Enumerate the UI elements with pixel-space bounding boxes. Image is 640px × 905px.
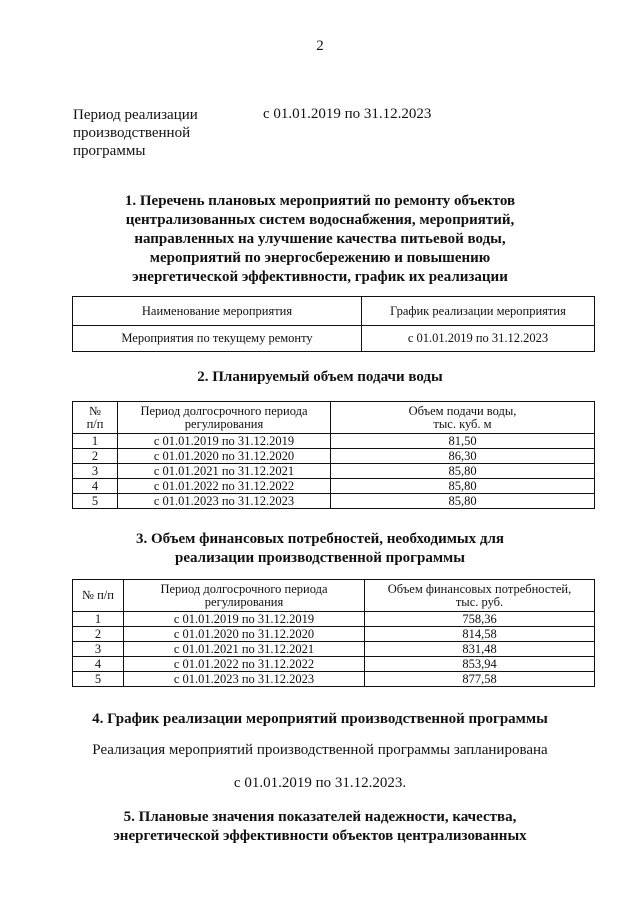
table-header-cell xyxy=(365,580,595,612)
table-cell: 2 xyxy=(73,449,118,464)
section5-title-line: энергетической эффективности объектов централизованных xyxy=(113,828,527,844)
period-value: с 01.01.2019 по 31.12.2023 xyxy=(263,106,432,122)
table-cell: 86,30 xyxy=(331,449,595,464)
table-cell: 85,80 xyxy=(331,479,595,494)
section3-title-line: реализации производственной программы xyxy=(175,550,465,566)
table-cell: 81,50 xyxy=(331,434,595,449)
water-supply-table xyxy=(72,401,595,509)
table-cell: 877,58 xyxy=(365,672,595,687)
table-cell: 4 xyxy=(73,479,118,494)
table-header-row xyxy=(73,580,595,612)
header-line: Период долгосрочного периода xyxy=(140,403,308,418)
table-cell: 758,36 xyxy=(365,612,595,627)
table-cell: с 01.01.2020 по 31.12.2020 xyxy=(118,449,331,464)
table-cell: 853,94 xyxy=(365,657,595,672)
table-cell: 2 xyxy=(73,627,124,642)
header-line: Объем подачи воды, xyxy=(408,403,517,418)
section4-text-line: с 01.01.2019 по 31.12.2023. xyxy=(233,775,407,791)
period-label-line: Период реализации xyxy=(73,107,198,123)
table-cell: с 01.01.2022 по 31.12.2022 xyxy=(124,657,365,672)
table-header-cell xyxy=(331,402,595,434)
table-header-cell xyxy=(124,580,365,612)
table-row xyxy=(73,464,595,479)
section4-text-line: Реализация мероприятий производственной программы запланирована xyxy=(92,742,548,758)
section4-title: 4. График реализации мероприятий производственной программы xyxy=(92,711,548,727)
table-cell: 4 xyxy=(73,657,124,672)
header-line: № п/п xyxy=(82,588,114,602)
section5-title-line: 5. Плановые значения показателей надежности, качества, xyxy=(123,809,517,825)
table-row xyxy=(73,642,595,657)
table-row xyxy=(73,672,595,687)
table-cell: с 01.01.2023 по 31.12.2023 xyxy=(124,672,365,687)
table-cell: 1 xyxy=(73,434,118,449)
table-header-row xyxy=(73,402,595,434)
table-header-cell xyxy=(73,402,118,434)
table-header-cell xyxy=(118,402,331,434)
table-cell: 3 xyxy=(73,642,124,657)
table-cell: 1 xyxy=(73,612,124,627)
period-label-line: программы xyxy=(73,143,146,159)
period-label xyxy=(73,106,243,160)
table-cell: 814,58 xyxy=(365,627,595,642)
section3-title-line: 3. Объем финансовых потребностей, необходимых для xyxy=(135,531,505,547)
header-line: регулирования xyxy=(184,416,264,431)
section1-title-line: централизованных систем водоснабжения, мероприятий, xyxy=(125,212,515,228)
table-cell: с 01.01.2020 по 31.12.2020 xyxy=(124,627,365,642)
period-label-line: производственной xyxy=(73,125,191,141)
table-row xyxy=(73,449,595,464)
page-number: 2 xyxy=(316,38,324,54)
table-header-cell: Наименование мероприятия xyxy=(73,297,362,326)
section3-title xyxy=(0,530,640,568)
table-cell: с 01.01.2023 по 31.12.2023 xyxy=(118,494,331,509)
header-line: Объем финансовых потребностей, xyxy=(387,581,572,596)
table-cell: с 01.01.2019 по 31.12.2023 xyxy=(362,326,595,352)
header-line: регулирования xyxy=(204,594,284,609)
table-cell: Мероприятия по текущему ремонту xyxy=(73,326,362,352)
section1-title-line: 1. Перечень плановых мероприятий по ремонту объектов xyxy=(124,193,516,209)
financial-needs-table xyxy=(72,579,595,687)
table-cell: 5 xyxy=(73,494,118,509)
table-row xyxy=(73,479,595,494)
table-row xyxy=(73,434,595,449)
table-cell: с 01.01.2019 по 31.12.2019 xyxy=(118,434,331,449)
header-line: № xyxy=(89,403,101,418)
table-header-row xyxy=(73,297,595,326)
table-row xyxy=(73,627,595,642)
table-cell: с 01.01.2019 по 31.12.2019 xyxy=(124,612,365,627)
section2-title: 2. Планируемый объем подачи воды xyxy=(197,369,443,385)
table-cell: 3 xyxy=(73,464,118,479)
table-row xyxy=(73,326,595,352)
table-cell: с 01.01.2021 по 31.12.2021 xyxy=(124,642,365,657)
table-header-cell: График реализации мероприятия xyxy=(362,297,595,326)
table-cell: 85,80 xyxy=(331,464,595,479)
section5-title xyxy=(0,808,640,846)
header-line: Период долгосрочного периода xyxy=(160,581,328,596)
table-row xyxy=(73,494,595,509)
table-header-cell xyxy=(73,580,124,612)
table-cell: 85,80 xyxy=(331,494,595,509)
header-line: тыс. куб. м xyxy=(433,416,492,431)
header-line: тыс. руб. xyxy=(455,594,504,609)
section1-title-line: энергетической эффективности, график их реализации xyxy=(132,269,508,285)
table-row xyxy=(73,657,595,672)
table-cell: 5 xyxy=(73,672,124,687)
table-cell: с 01.01.2022 по 31.12.2022 xyxy=(118,479,331,494)
activities-table xyxy=(72,296,595,352)
section1-title xyxy=(0,192,640,287)
header-line: п/п xyxy=(86,416,104,431)
section1-title-line: направленных на улучшение качества питьевой воды, xyxy=(134,231,506,247)
table-cell: 831,48 xyxy=(365,642,595,657)
section1-title-line: мероприятий по энергосбережению и повышению xyxy=(149,250,491,266)
table-cell: с 01.01.2021 по 31.12.2021 xyxy=(118,464,331,479)
table-row xyxy=(73,612,595,627)
